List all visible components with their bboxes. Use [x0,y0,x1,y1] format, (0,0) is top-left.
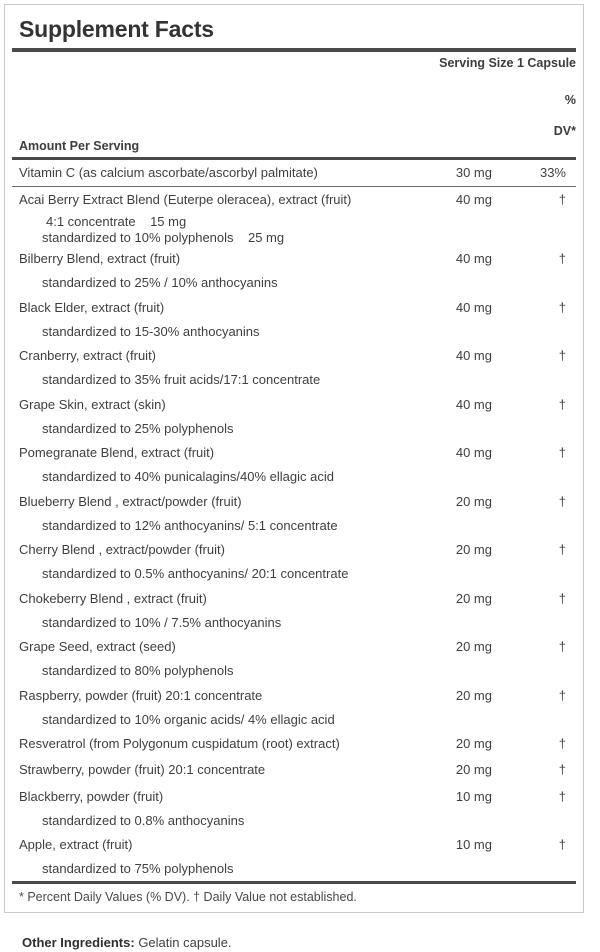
table-row [12,295,576,321]
ingredient-detail-text: standardized to 40% punicalagins/40% ellagic acid [42,469,334,485]
ingredient-name: Chokeberry Blend , extract (fruit) [19,590,207,606]
ingredient-detail-text: standardized to 25% / 10% anthocyanins [42,275,278,291]
ingredient-detail-text: standardized to 35% fruit acids/17:1 concentrate [42,372,321,388]
ingredient-percent-dv: 33% [539,165,566,181]
ingredient-percent-dv: † [558,590,566,606]
ingredient-percent-dv: † [558,788,566,804]
ingredient-percent-dv: † [558,192,566,208]
ingredient-amount: 20 mg [455,493,492,509]
ingredient-detail-row [12,858,576,880]
ingredient-detail-text: standardized to 25% polyphenols [42,420,234,436]
other-ingredients-label: Other Ingredients: [22,935,135,950]
ingredient-name: Raspberry, powder (fruit) 20:1 concentrate [19,687,263,703]
ingredient-detail-row [12,466,576,488]
ingredient-detail-text: standardized to 12% anthocyanins/ 5:1 concentrate [42,517,338,533]
ingredient-amount: 40 mg [455,299,492,315]
ingredient-detail-row [12,418,576,440]
ingredient-amount: 20 mg [455,542,492,558]
table-row [12,731,576,757]
table-row [12,246,576,272]
ingredient-amount: 10 mg [455,837,492,853]
ingredient-amount: 30 mg [455,165,492,181]
ingredient-amount: 10 mg [455,788,492,804]
table-row [12,392,576,418]
ingredient-detail-text: standardized to 75% polyphenols [42,861,234,877]
percent-dv-header-line2: DV* [553,123,576,138]
ingredient-detail-text: 4:1 concentrate 15 mg [46,213,187,229]
table-row [12,634,576,660]
table-row [12,586,576,612]
ingredient-detail-row [12,709,576,731]
footnote-text: * Percent Daily Values (% DV). † Daily Value not established. [19,889,357,904]
ingredient-percent-dv: † [558,445,566,461]
supplement-facts-panel [4,4,584,913]
ingredient-name: Bilberry Blend, extract (fruit) [19,251,181,267]
ingredient-detail-row [12,612,576,634]
table-row [12,683,576,709]
table-row [12,343,576,369]
ingredient-name: Blackberry, powder (fruit) [19,788,164,804]
ingredient-percent-dv: † [558,736,566,752]
ingredient-amount: 20 mg [455,687,492,703]
ingredient-detail-text: standardized to 10% organic acids/ 4% ellagic acid [42,711,335,727]
ingredient-percent-dv: † [558,299,566,315]
ingredient-amount: 40 mg [455,192,492,208]
ingredients-table [12,160,576,881]
other-ingredients [22,935,232,952]
ingredient-percent-dv: † [558,639,566,655]
table-row [12,160,576,186]
ingredient-detail-text: standardized to 80% polyphenols [42,663,234,679]
ingredient-percent-dv: † [558,762,566,778]
ingredient-name: Resveratrol (from Polygonum cuspidatum (root) extract) [19,736,340,752]
table-row [12,784,576,810]
ingredient-name: Black Elder, extract (fruit) [19,299,165,315]
ingredient-percent-dv: † [558,396,566,412]
ingredient-amount: 40 mg [455,348,492,364]
column-headers [12,74,576,157]
ingredient-percent-dv: † [558,837,566,853]
ingredient-name: Pomegranate Blend, extract (fruit) [19,445,215,461]
ingredient-detail-row [12,230,576,246]
ingredient-name: Cherry Blend , extract/powder (fruit) [19,542,225,558]
ingredient-detail-text: standardized to 0.5% anthocyanins/ 20:1 concentrate [42,566,349,582]
percent-dv-header-line1: % [564,93,576,108]
ingredient-name: Strawberry, powder (fruit) 20:1 concentrate [19,762,266,778]
ingredient-amount: 20 mg [455,590,492,606]
table-row [12,440,576,466]
ingredient-amount: 40 mg [455,396,492,412]
percent-dv-header [554,78,576,154]
serving-size-label: Serving Size 1 Capsule [439,56,576,71]
ingredient-detail-text: standardized to 10% polyphenols 25 mg [42,229,285,245]
ingredient-name: Apple, extract (fruit) [19,837,133,853]
ingredient-detail-row [12,214,576,230]
ingredient-amount: 20 mg [455,736,492,752]
page-title: Supplement Facts [19,16,214,42]
ingredient-detail-row [12,369,576,391]
ingredient-detail-text: standardized to 10% / 7.5% anthocyanins [42,614,282,630]
ingredient-name: Cranberry, extract (fruit) [19,348,157,364]
ingredient-detail-text: standardized to 15-30% anthocyanins [42,323,260,339]
ingredient-percent-dv: † [558,251,566,267]
ingredient-detail-row [12,660,576,682]
ingredient-name: Grape Seed, extract (seed) [19,639,176,655]
ingredient-name: Grape Skin, extract (skin) [19,396,166,412]
ingredient-percent-dv: † [558,687,566,703]
ingredient-amount: 40 mg [455,445,492,461]
ingredient-name: Acai Berry Extract Blend (Euterpe oleracea), extract (fruit) [19,192,352,208]
other-ingredients-value: Gelatin capsule. [138,935,232,950]
ingredient-detail-row [12,272,576,294]
ingredient-name: Blueberry Blend , extract/powder (fruit) [19,493,242,509]
ingredient-detail-row [12,515,576,537]
ingredient-detail-row [12,563,576,585]
ingredient-amount: 40 mg [455,251,492,267]
ingredient-detail-row [12,810,576,832]
amount-per-serving-label: Amount Per Serving [19,139,140,154]
table-row [12,757,576,783]
table-row [12,832,576,858]
ingredient-amount: 20 mg [455,762,492,778]
ingredient-detail-text: standardized to 0.8% anthocyanins [42,812,245,828]
ingredient-percent-dv: † [558,542,566,558]
ingredient-detail-row [12,321,576,343]
ingredient-percent-dv: † [558,493,566,509]
ingredient-amount: 20 mg [455,639,492,655]
table-row [12,537,576,563]
table-row [12,489,576,515]
ingredient-percent-dv: † [558,348,566,364]
ingredient-name: Vitamin C (as calcium ascorbate/ascorbyl palmitate) [19,165,318,181]
table-row [12,187,576,213]
